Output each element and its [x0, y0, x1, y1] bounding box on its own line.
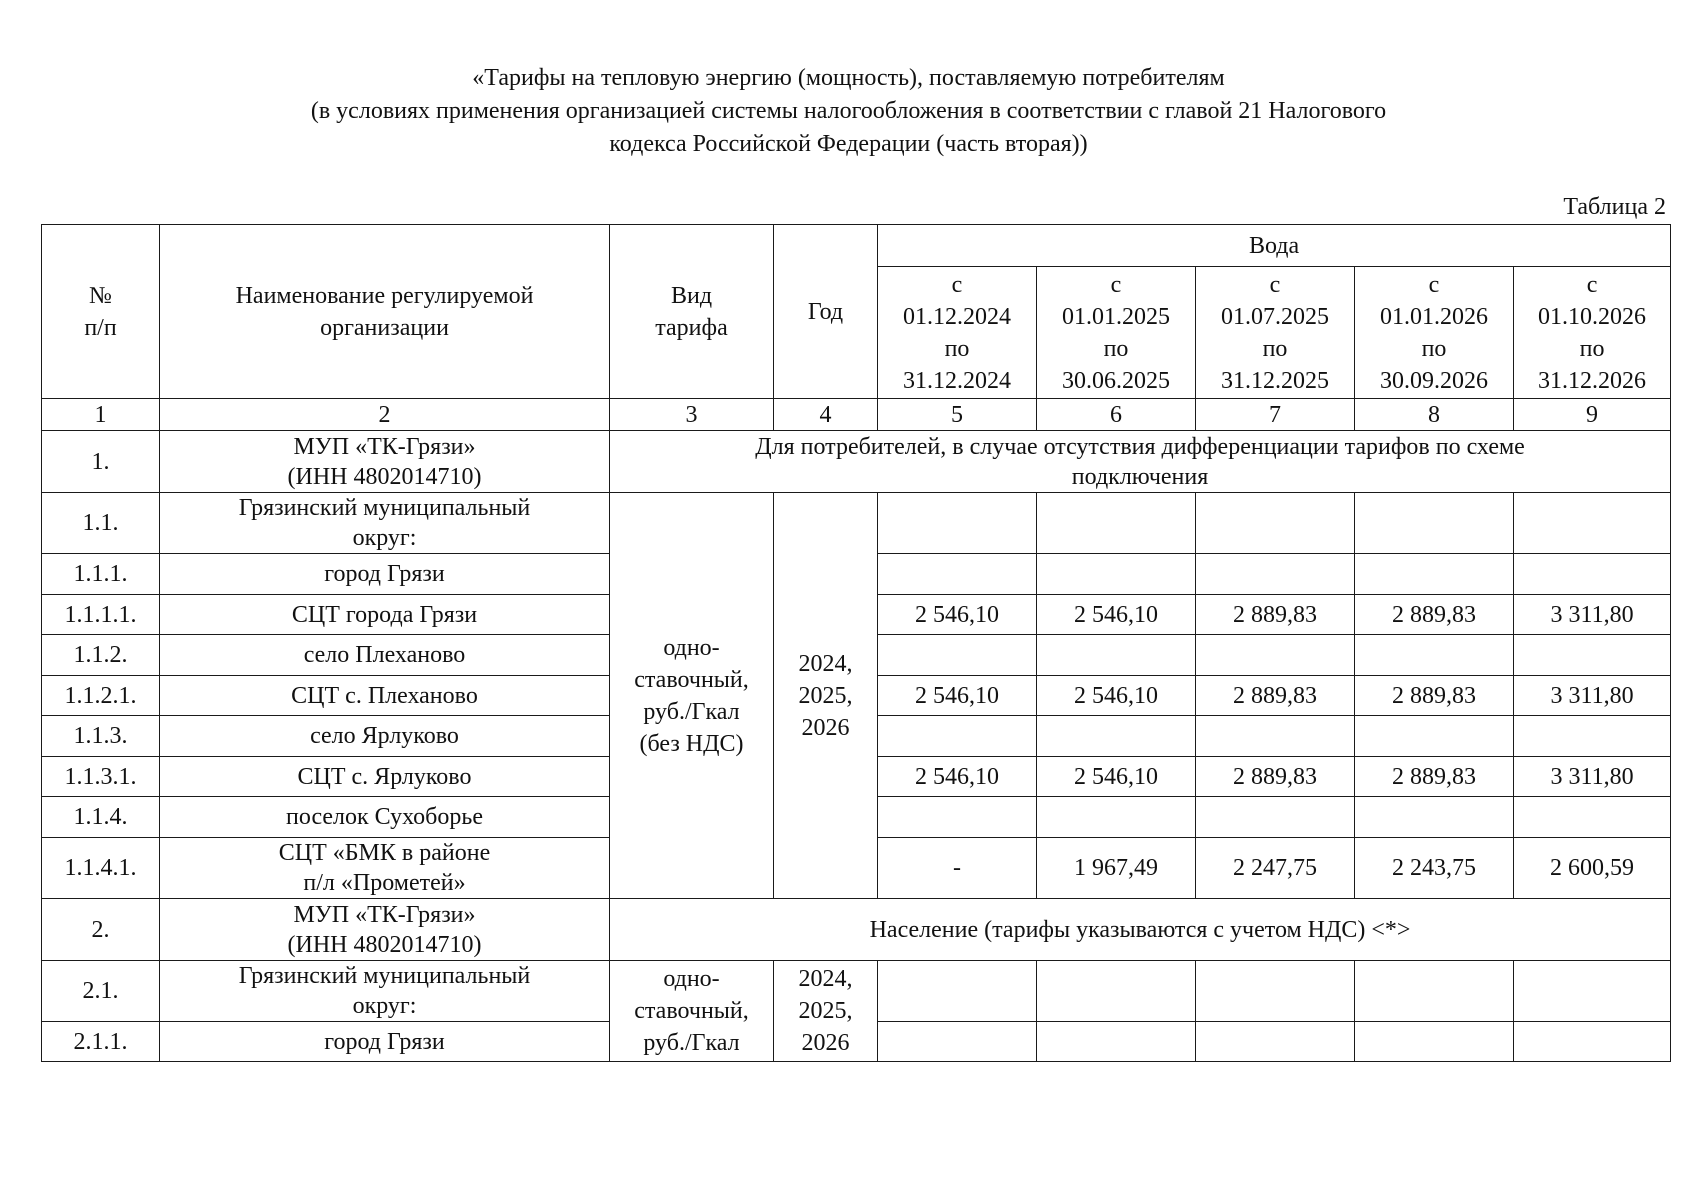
row-number: 1.1.1.1.	[42, 595, 160, 635]
tariff-value	[1196, 635, 1355, 676]
header-index-row	[42, 399, 1671, 431]
tariff-value	[1037, 635, 1196, 676]
heading-line-2: (в условиях применения организацией системы налогообложения в соответствии с главой 21 Налогового	[310, 98, 1387, 124]
tariff-value	[878, 797, 1037, 838]
tariff-value: 2 889,83	[1355, 595, 1514, 635]
row-number: 1.1.3.	[42, 716, 160, 757]
consumer-note: Население (тарифы указываются с учетом НДС) <*>	[610, 899, 1671, 961]
row-number: 1.1.2.	[42, 635, 160, 676]
section2-org-row	[42, 899, 1671, 961]
tariff-value	[1037, 493, 1196, 554]
row-name: город Грязи	[160, 554, 610, 595]
tariff-value: 2 546,10	[1037, 676, 1196, 716]
header-period: с 01.12.2024 по 31.12.2024	[878, 267, 1037, 399]
tariff-value	[1037, 961, 1196, 1022]
tariff-value	[1355, 797, 1514, 838]
row-name: город Грязи	[160, 1022, 610, 1062]
header-period: с 01.10.2026 по 31.12.2026	[1514, 267, 1671, 399]
table-row	[42, 493, 1671, 554]
row-number: 1.1.4.1.	[42, 838, 160, 899]
row-number: 1.	[42, 431, 160, 493]
tariff-value	[1037, 797, 1196, 838]
tariff-value	[878, 961, 1037, 1022]
column-index: 4	[774, 399, 878, 431]
tariff-value: 3 311,80	[1514, 595, 1671, 635]
column-index: 2	[160, 399, 610, 431]
table-row	[42, 961, 1671, 1022]
tariff-value: 3 311,80	[1514, 676, 1671, 716]
row-name: село Плеханово	[160, 635, 610, 676]
row-number: 1.1.1.	[42, 554, 160, 595]
tariff-value	[1037, 716, 1196, 757]
row-number: 1.1.2.1.	[42, 676, 160, 716]
tariff-value	[878, 716, 1037, 757]
tariff-value	[1355, 554, 1514, 595]
header-water: Вода	[878, 225, 1671, 267]
tariff-value: 2 889,83	[1196, 676, 1355, 716]
column-index: 6	[1037, 399, 1196, 431]
tariff-value: 2 889,83	[1355, 757, 1514, 797]
tariff-value: -	[878, 838, 1037, 899]
tariff-value	[1196, 1022, 1355, 1062]
tariff-value	[1514, 961, 1671, 1022]
section1-org-row	[42, 431, 1671, 493]
header-row-top	[42, 225, 1671, 267]
tariff-value	[1514, 493, 1671, 554]
organization-name: МУП «ТК-Грязи» (ИНН 4802014710)	[160, 431, 610, 493]
organization-name: МУП «ТК-Грязи» (ИНН 4802014710)	[160, 899, 610, 961]
row-name: Грязинский муниципальный округ:	[160, 493, 610, 554]
tariff-value	[878, 554, 1037, 595]
tariff-value	[1514, 635, 1671, 676]
tariff-value	[1355, 1022, 1514, 1062]
row-name: СЦТ с. Плеханово	[160, 676, 610, 716]
tariff-value: 2 546,10	[878, 595, 1037, 635]
tariff-value: 2 889,83	[1355, 676, 1514, 716]
tariff-value: 2 247,75	[1196, 838, 1355, 899]
tariff-value	[878, 493, 1037, 554]
tariff-value	[1196, 493, 1355, 554]
year-cell: 2024, 2025, 2026	[774, 961, 878, 1062]
tariff-value	[878, 635, 1037, 676]
header-year: Год	[774, 225, 878, 399]
tariff-value	[1514, 797, 1671, 838]
header-tariff-type: Вид тарифа	[610, 225, 774, 399]
header-period: с 01.07.2025 по 31.12.2025	[1196, 267, 1355, 399]
column-index: 5	[878, 399, 1037, 431]
tariff-value: 2 889,83	[1196, 595, 1355, 635]
row-number: 2.1.1.	[42, 1022, 160, 1062]
tariff-value	[1196, 797, 1355, 838]
tariff-value: 2 600,59	[1514, 838, 1671, 899]
tariff-value	[1037, 554, 1196, 595]
tariff-value	[1355, 961, 1514, 1022]
header-period: с 01.01.2025 по 30.06.2025	[1037, 267, 1196, 399]
row-name: Грязинский муниципальный округ:	[160, 961, 610, 1022]
column-index: 7	[1196, 399, 1355, 431]
document-heading	[0, 62, 1697, 161]
heading-line-3: кодекса Российской Федерации (часть вторая))	[609, 131, 1088, 157]
row-number: 1.1.	[42, 493, 160, 554]
consumer-note: Для потребителей, в случае отсутствия дифференциации тарифов по схеме подключения	[610, 431, 1671, 493]
column-index: 9	[1514, 399, 1671, 431]
row-name: СЦТ с. Ярлуково	[160, 757, 610, 797]
tariff-value: 2 243,75	[1355, 838, 1514, 899]
table-label: Таблица 2	[1563, 194, 1666, 220]
row-name: поселок Сухоборье	[160, 797, 610, 838]
tariff-value: 2 546,10	[1037, 757, 1196, 797]
row-number: 1.1.3.1.	[42, 757, 160, 797]
row-number: 1.1.4.	[42, 797, 160, 838]
tariff-value	[878, 1022, 1037, 1062]
tariff-value	[1514, 554, 1671, 595]
tariff-value	[1355, 493, 1514, 554]
row-name: село Ярлуково	[160, 716, 610, 757]
year-cell: 2024, 2025, 2026	[774, 493, 878, 899]
tariff-type-cell: одно- ставочный, руб./Гкал	[610, 961, 774, 1062]
tariff-value	[1514, 1022, 1671, 1062]
column-index: 3	[610, 399, 774, 431]
tariff-value	[1196, 961, 1355, 1022]
tariff-value: 1 967,49	[1037, 838, 1196, 899]
tariff-value: 2 546,10	[1037, 595, 1196, 635]
tariff-value	[1037, 1022, 1196, 1062]
tariff-value: 2 546,10	[878, 676, 1037, 716]
tariff-value	[1514, 716, 1671, 757]
tariff-value: 2 889,83	[1196, 757, 1355, 797]
row-number: 2.1.	[42, 961, 160, 1022]
row-number: 2.	[42, 899, 160, 961]
tariff-type-cell: одно- ставочный, руб./Гкал (без НДС)	[610, 493, 774, 899]
row-name: СЦТ города Грязи	[160, 595, 610, 635]
heading-line-1: «Тарифы на тепловую энергию (мощность), поставляемую потребителям	[472, 65, 1225, 91]
tariff-value: 3 311,80	[1514, 757, 1671, 797]
tariff-value	[1196, 554, 1355, 595]
header-period: с 01.01.2026 по 30.09.2026	[1355, 267, 1514, 399]
tariff-value: 2 546,10	[878, 757, 1037, 797]
tariff-table	[41, 224, 1671, 1062]
tariff-value	[1355, 716, 1514, 757]
row-name: СЦТ «БМК в районе п/л «Прометей»	[160, 838, 610, 899]
tariff-value	[1355, 635, 1514, 676]
tariff-value	[1196, 716, 1355, 757]
column-index: 1	[42, 399, 160, 431]
column-index: 8	[1355, 399, 1514, 431]
header-org: Наименование регулируемой организации	[160, 225, 610, 399]
header-num: № п/п	[42, 225, 160, 399]
